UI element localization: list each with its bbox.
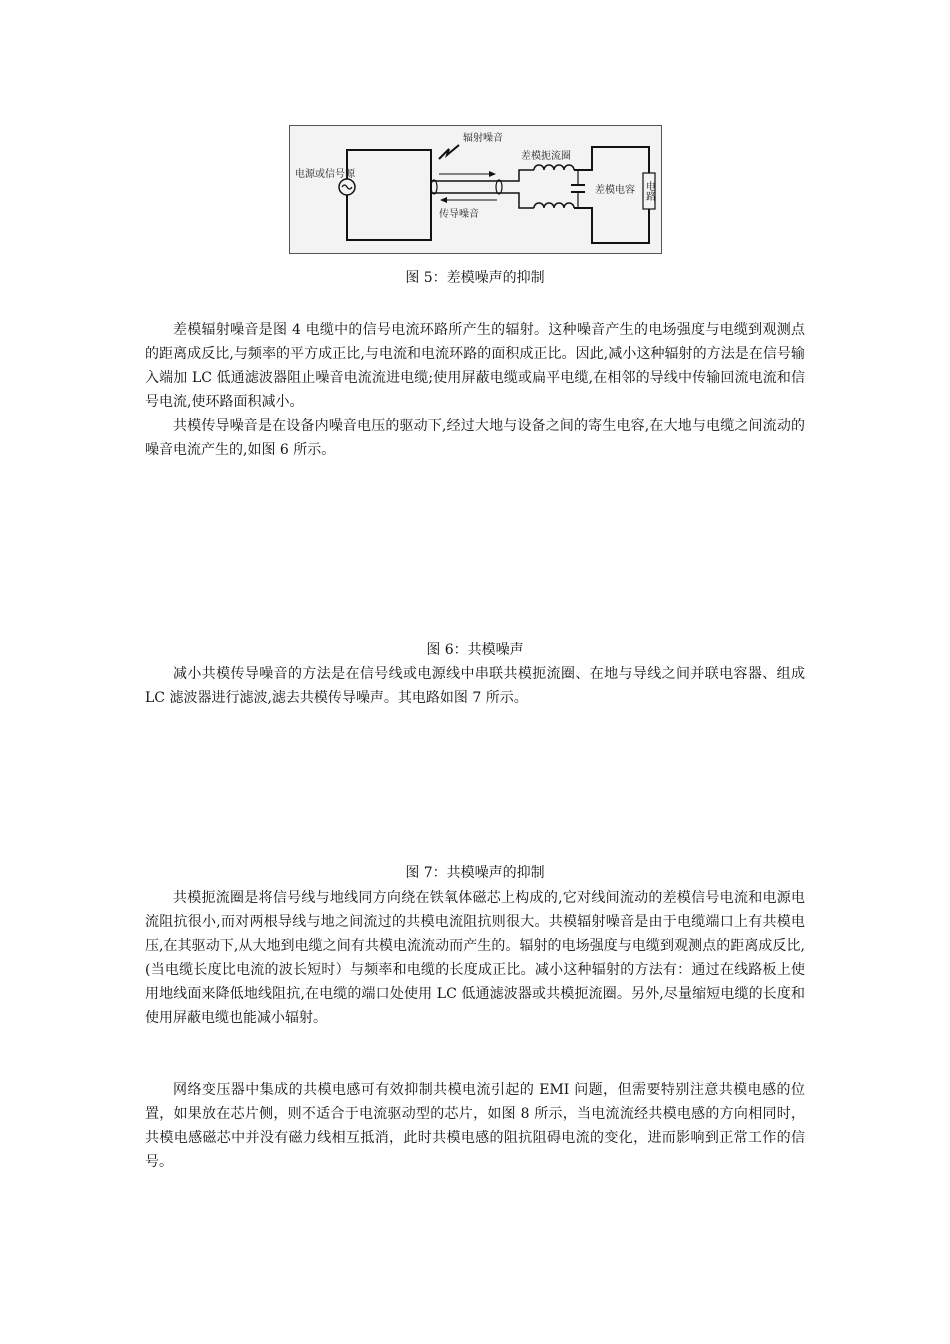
dm-choke-label: 差模扼流圈 bbox=[521, 151, 571, 162]
figure-6-caption: 图 6：共模噪声 bbox=[426, 642, 524, 658]
figure-5-caption: 图 5：差模噪声的抑制 bbox=[405, 270, 545, 286]
figure-5-diagram bbox=[289, 125, 662, 254]
paragraph-cm-conduction: 共模传导噪音是在设备内噪音电压的驱动下,经过大地与设备之间的寄生电容,在大地与电缆之间流动的噪音电流产生的,如图 6 所示。 bbox=[145, 418, 805, 458]
paragraph-cm-reduction: 减小共模传导噪音的方法是在信号线或电源线中串联共模扼流圈、在地与导线之间并联电容器、组成 LC 滤波器进行滤波,滤去共模传导噪声。其电路如图 7 所示。 bbox=[145, 666, 805, 706]
source-text: 电源或信号源 bbox=[295, 169, 355, 180]
paragraph-cm-choke: 共模扼流圈是将信号线与地线同方向绕在铁氧体磁芯上构成的,它对线间流动的差模信号电流和电源电流阻抗很小,而对两根导线与地之间流过的共模电流阻抗则很大。共模辐射噪音是由于电缆端口上有共模电压,在其驱动下,从大地到电缆之间有共模电流流动而产生的。辐射的电场强度与电缆到观测点的距离成反比,(当电缆长度比电流的波长短时）与频率和电缆的长度成正比。减小这种辐射的方法有：通过在线路板上使用地线面来降低地线阻抗,在电缆的端口处使用 LC 低通滤波器或共模扼流圈。另外,尽量缩短电缆的长度和使用屏蔽电缆也能减小辐射。 bbox=[145, 890, 805, 1026]
radiated-noise-label: 辐射噪音 bbox=[463, 133, 503, 144]
load-label: 电路 bbox=[643, 181, 655, 201]
source-label-1 bbox=[295, 167, 356, 180]
paragraph-dm-radiation: 差模辐射噪音是图 4 电缆中的信号电流环路所产生的辐射。这种噪音产生的电场强度与电缆到观测点的距离成反比,与频率的平方成正比,与电流和电流环路的面积成正比。因此,减小这种辐射的方法是在信号输入端加 LC 低通滤波器阻止噪音电流流进电缆;使用屏蔽电缆或扁平电缆,在相邻的导线中传输回流电流和信号电流,使环路面积减小。 bbox=[145, 322, 805, 410]
conducted-noise-label: 传导噪音 bbox=[439, 209, 479, 220]
dm-noise-suppression-circuit bbox=[289, 125, 662, 254]
figure-7-caption: 图 7：共模噪声的抑制 bbox=[405, 865, 545, 881]
paragraph-network-transformer: 网络变压器中集成的共模电感可有效抑制共模电流引起的 EMI 问题，但需要特别注意共模电感的位置，如果放在芯片侧，则不适合于电流驱动型的芯片，如图 8 所示，当电流流经共模电感的方向相同时，共模电感磁芯中并没有磁力线相互抵消，此时共模电感的阻抗阻碍电流的变化，进而影响到正常工作的信号。 bbox=[145, 1082, 805, 1170]
dm-capacitor-label: 差模电容 bbox=[595, 185, 635, 196]
